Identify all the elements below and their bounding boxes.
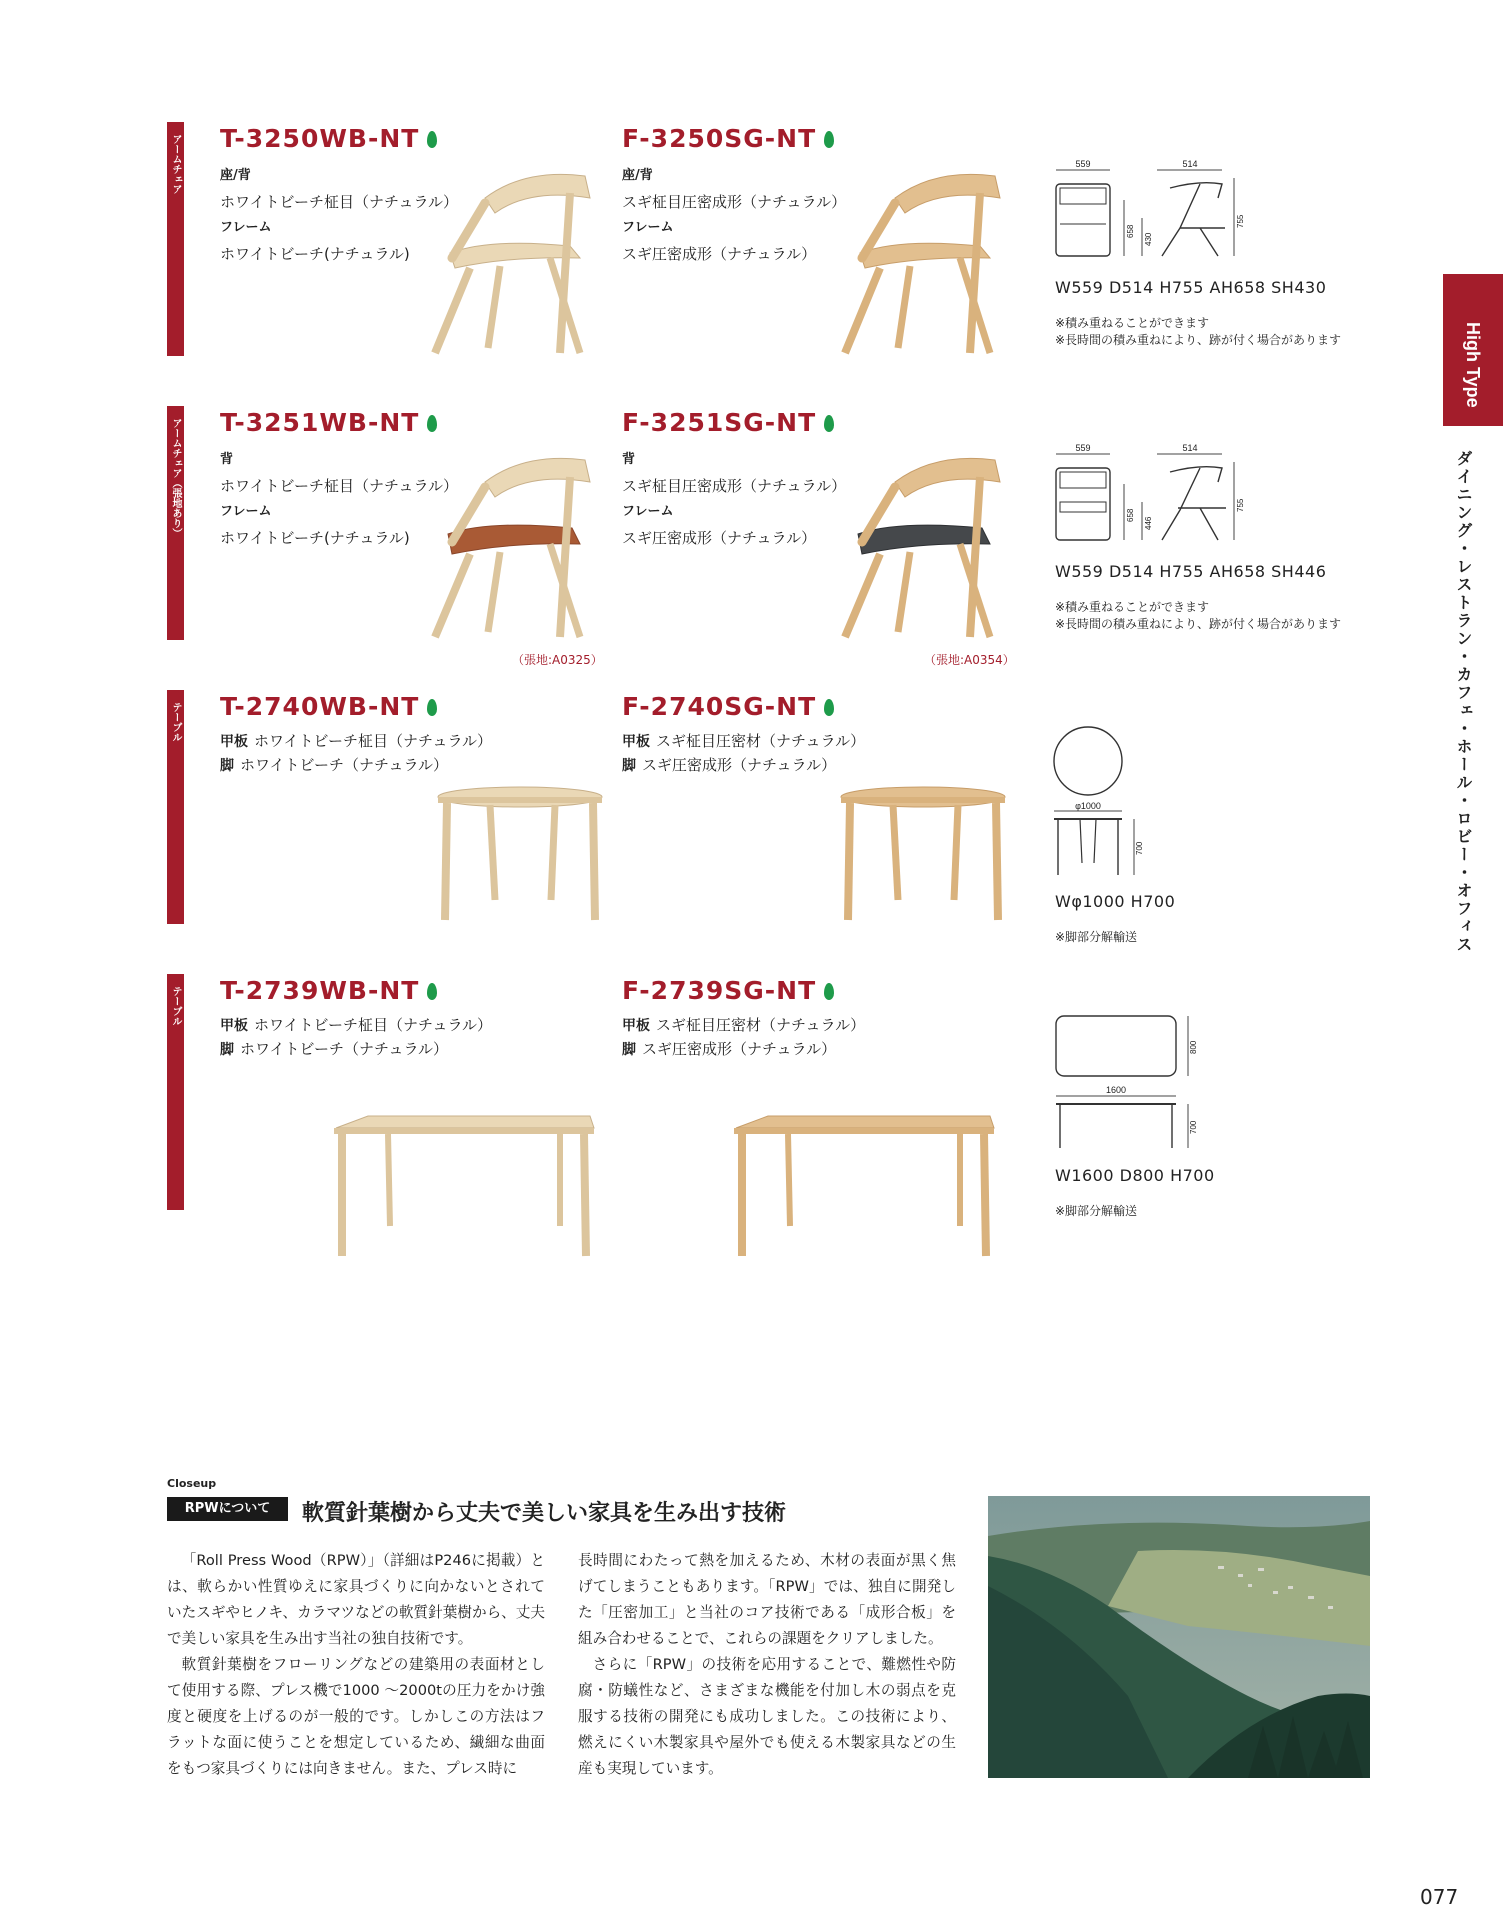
dimension-diagram-rect-table: [1050, 1012, 1200, 1152]
spec-value: ホワイトビーチ(ナチュラル): [220, 529, 410, 547]
dim-depth-label: 514: [1182, 159, 1198, 169]
paragraph: さらに「RPW」の技術を応用することで、難燃性や防腐・防蟻性など、さまざまな機能を付加し木の弱点を克服する技術の開発にも成功しました。この技術により、燃えにくい木製家具や屋外でも使える木製家具などの生産も実現しています。: [578, 1656, 956, 1777]
spec-value: スギ圧密成形（ナチュラル）: [642, 1040, 837, 1058]
spec-label: フレーム: [220, 220, 272, 235]
paragraph: 軟質針葉樹をフローリングなどの建築用の表面材として使用する際、プレス機で1000 〜2000tの圧力をかけ強度と硬度を上げるのが一般的です。しかしこの方法はフラットな面に使うことを想定しているため、繊細な曲面をもつ家具づくりには向きません。また、プレス時に: [167, 1656, 545, 1777]
note: ※脚部分解輸送: [1055, 1204, 1138, 1218]
spec-leg: [220, 754, 448, 775]
spec-value: スギ柾目圧密材（ナチュラル）: [656, 732, 866, 750]
dimensions-text: Wφ1000 H700: [1055, 892, 1176, 911]
paragraph: 長時間にわたって熱を加えるため、木材の表面が黒く焦げてしまうこともあります。「RPW」では、独自に開発した「圧密加工」と当社のコア技術である「成形合板」を組み合わせることで、これらの課題をクリアしました。: [578, 1552, 956, 1647]
spec-block-f3250: [622, 163, 846, 267]
dim-height-label: 700: [1189, 1120, 1198, 1134]
spec-label: フレーム: [622, 220, 674, 235]
spec-value: ホワイトビーチ(ナチュラル): [220, 245, 410, 263]
note: ※長時間の積み重ねにより、跡が付く場合があります: [1055, 617, 1342, 631]
fabric-code-a: （張地:A0325）: [512, 653, 603, 667]
product-code: F-3251SG-NT: [622, 408, 817, 437]
spec-leg: [622, 1038, 836, 1059]
table-image-f2739: [728, 1114, 998, 1259]
article-column-1: [167, 1548, 545, 1782]
spec-label: フレーム: [622, 504, 674, 519]
product-code: T-2740WB-NT: [220, 692, 420, 721]
spec-block-t3250: [220, 163, 458, 267]
spec-top: [622, 730, 865, 751]
spec-label: 甲板: [622, 1018, 650, 1034]
chair-image-t3251: [430, 442, 600, 642]
product-name-f3251: [622, 408, 834, 437]
dim-width-label: 559: [1075, 443, 1091, 453]
spec-value: ホワイトビーチ柾目（ナチュラル）: [254, 732, 493, 750]
table-image-t2740: [435, 785, 605, 925]
spec-label: 甲板: [220, 1018, 248, 1034]
eco-leaf-icon: [427, 983, 437, 1000]
spec-label: 脚: [220, 1042, 234, 1058]
spec-label: 座/背: [622, 168, 653, 183]
product-name-f2740: [622, 692, 834, 721]
note: ※脚部分解輸送: [1055, 930, 1138, 944]
spec-label: 脚: [220, 758, 234, 774]
category-bar-table-rect: テーブル: [167, 974, 184, 1210]
eco-leaf-icon: [824, 983, 834, 1000]
dim-seat-height-label: 446: [1144, 516, 1153, 530]
spec-block-t3251: [220, 447, 458, 551]
dimension-diagram-chair-2: [1050, 442, 1245, 552]
side-tab-high-type[interactable]: High Type: [1443, 274, 1503, 426]
spec-label: 背: [220, 452, 234, 467]
dim-arm-height-label: 658: [1126, 508, 1135, 522]
article-column-2: [578, 1548, 956, 1782]
spec-value: スギ柾目圧密成形（ナチュラル）: [622, 193, 847, 211]
spec-block-f3251: [622, 447, 846, 551]
spec-value: ホワイトビーチ柾目（ナチュラル）: [220, 477, 459, 495]
product-name-t2739: [220, 976, 437, 1005]
dimensions-text: W1600 D800 H700: [1055, 1166, 1215, 1185]
product-name-f2739: [622, 976, 834, 1005]
fabric-code-b: （張地:A0354）: [924, 653, 1015, 667]
dim-seat-height-label: 430: [1144, 232, 1153, 246]
note: ※長時間の積み重ねにより、跡が付く場合があります: [1055, 333, 1342, 347]
spec-value: スギ圧密成形（ナチュラル）: [622, 245, 817, 263]
table-image-f2740: [838, 785, 1008, 925]
chair-image-f3251: [840, 442, 1010, 642]
dim-height-label: 755: [1236, 498, 1245, 512]
rpw-tag: RPWについて: [167, 1497, 288, 1521]
dim-diameter-label: φ1000: [1075, 801, 1101, 811]
dimension-diagram-chair-1: [1050, 158, 1245, 268]
spec-label: 甲板: [220, 734, 248, 750]
spec-value: スギ柾目圧密材（ナチュラル）: [656, 1016, 866, 1034]
spec-label: 甲板: [622, 734, 650, 750]
product-code: F-2740SG-NT: [622, 692, 817, 721]
product-name-t3251: [220, 408, 437, 437]
dim-height-label: 755: [1236, 214, 1245, 228]
eco-leaf-icon: [824, 131, 834, 148]
spec-value: スギ柾目圧密成形（ナチュラル）: [622, 477, 847, 495]
dim-depth-label: 514: [1182, 443, 1198, 453]
category-bar-table-round: テーブル: [167, 690, 184, 924]
eco-leaf-icon: [427, 131, 437, 148]
dim-arm-height-label: 658: [1126, 224, 1135, 238]
spec-label: 脚: [622, 758, 636, 774]
category-bar-armchair: アームチェア: [167, 122, 184, 356]
spec-label: 背: [622, 452, 636, 467]
eco-leaf-icon: [427, 699, 437, 716]
note: ※積み重ねることができます: [1055, 316, 1210, 330]
chair-image-f3250: [840, 158, 1010, 358]
spec-top: [622, 1014, 865, 1035]
side-category-text: ダイニング・レストラン・カフェ・ホール・ロビー・オフィス: [1454, 450, 1473, 954]
dim-height-label: 700: [1135, 841, 1144, 855]
forest-valley-photo: [988, 1496, 1370, 1778]
table-image-t2739: [328, 1114, 598, 1259]
eco-leaf-icon: [824, 699, 834, 716]
product-code: F-2739SG-NT: [622, 976, 817, 1005]
spec-label: フレーム: [220, 504, 272, 519]
spec-leg: [622, 754, 836, 775]
dim-depth-label: 800: [1189, 1040, 1198, 1054]
spec-value: ホワイトビーチ（ナチュラル）: [240, 756, 449, 774]
product-name-t2740: [220, 692, 437, 721]
dimensions-text: W559 D514 H755 AH658 SH430: [1055, 278, 1327, 297]
paragraph: 「Roll Press Wood（RPW）」（詳細はP246に掲載）とは、軟らかい性質ゆえに家具づくりに向かないとされていたスギやヒノキ、カラマツなどの軟質針葉樹から、丈夫で美しい家具を生み出す当社の独自技術です。: [167, 1552, 545, 1647]
spec-leg: [220, 1038, 448, 1059]
note: ※積み重ねることができます: [1055, 600, 1210, 614]
dimensions-text: W559 D514 H755 AH658 SH446: [1055, 562, 1327, 581]
dim-width-label: 1600: [1105, 1085, 1127, 1095]
dimension-diagram-round-table: [1050, 725, 1180, 875]
spec-value: ホワイトビーチ柾目（ナチュラル）: [254, 1016, 493, 1034]
product-code: T-3251WB-NT: [220, 408, 420, 437]
dim-width-label: 559: [1075, 159, 1091, 169]
product-name-t3250: [220, 124, 437, 153]
product-code: T-3250WB-NT: [220, 124, 420, 153]
closeup-headline: 軟質針葉樹から丈夫で美しい家具を生み出す技術: [302, 1501, 787, 1526]
eco-leaf-icon: [824, 415, 834, 432]
category-bar-armchair-upholstered: アームチェア（張地あり）: [167, 406, 184, 640]
spec-value: ホワイトビーチ柾目（ナチュラル）: [220, 193, 459, 211]
chair-image-t3250: [430, 158, 600, 358]
product-code: T-2739WB-NT: [220, 976, 420, 1005]
product-code: F-3250SG-NT: [622, 124, 817, 153]
spec-value: スギ圧密成形（ナチュラル）: [642, 756, 837, 774]
closeup-label: Closeup: [167, 1477, 217, 1490]
spec-top: [220, 1014, 492, 1035]
spec-label: 脚: [622, 1042, 636, 1058]
spec-value: ホワイトビーチ（ナチュラル）: [240, 1040, 449, 1058]
eco-leaf-icon: [427, 415, 437, 432]
spec-label: 座/背: [220, 168, 251, 183]
page-number: 077: [1420, 1885, 1459, 1909]
product-name-f3250: [622, 124, 834, 153]
spec-top: [220, 730, 492, 751]
spec-value: スギ圧密成形（ナチュラル）: [622, 529, 817, 547]
